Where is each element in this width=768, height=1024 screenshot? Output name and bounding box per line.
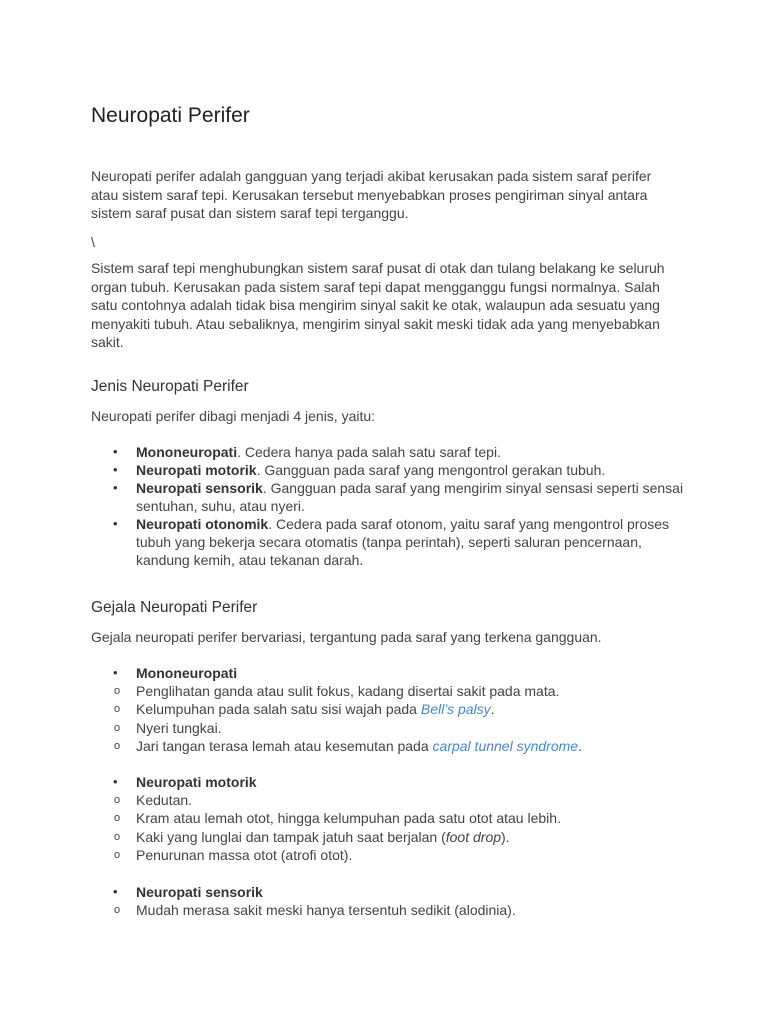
section-heading-jenis: Jenis Neuropati Perifer <box>91 378 249 395</box>
list-item-desc: . Cedera hanya pada salah satu saraf tepi. <box>237 444 501 460</box>
sublist-item: o Kram atau lemah otot, hingga kelumpuhan pada satu otot atau lebih. <box>91 809 691 827</box>
symptom-sublist <box>91 901 691 919</box>
backslash-line: \ <box>91 234 95 250</box>
list-item-term: Neuropati motorik <box>136 462 257 478</box>
nervous-system-paragraph: Sistem saraf tepi menghubungkan sistem saraf pusat di otak dan tulang belakang ke seluruh organ tubuh. Kerusakan pada sistem saraf tepi dapat mengganggu fungsi normalnya. Salah satu contohnya adalah tidak bisa mengirim sinyal sakit ke otak, walaupun ada sesuatu yang menyakiti tubuh. Atau sebaliknya, mengirim sinyal sakit meski tidak ada yang menyebabkan sakit. <box>91 260 665 350</box>
symptom-group-title: • Neuropati sensorik <box>91 883 691 901</box>
intro-paragraph: Neuropati perifer adalah gangguan yang terjadi akibat kerusakan pada sistem saraf perifer atau sistem saraf tepi. Kerusakan tersebut menyebabkan proses pengiriman sinyal antara sistem saraf pusat dan sistem saraf tepi terganggu. <box>91 168 652 221</box>
sublist-item: o Penurunan massa otot (atrofi otot). <box>91 846 691 864</box>
symptom-sublist <box>91 791 691 864</box>
list-item <box>91 515 691 569</box>
foot-drop-term: foot drop <box>445 828 502 845</box>
list-item-term: Neuropati otonomik <box>136 516 269 532</box>
list-item-desc: . Gangguan pada saraf yang mengontrol gerakan tubuh. <box>256 462 606 478</box>
list-item <box>91 443 691 461</box>
symptom-group-sensorik <box>91 883 691 919</box>
list-item-desc: . Gangguan pada saraf yang mengirim sinyal sensasi seperti sensai sentuhan, suhu, atau nyeri. <box>136 480 684 514</box>
bells-palsy-link[interactable]: Bell’s palsy <box>420 701 491 718</box>
gejala-intro: Gejala neuropati perifer bervariasi, tergantung pada saraf yang terkena gangguan. <box>91 629 602 645</box>
symptom-group-title: • Mononeuropati <box>91 664 691 682</box>
carpal-tunnel-link[interactable]: carpal tunnel syndrome <box>432 737 579 754</box>
symptom-group-title: • Neuropati motorik <box>91 773 691 791</box>
list-item-term: Mononeuropati <box>136 444 238 460</box>
sublist-item: o Penglihatan ganda atau sulit fokus, kadang disertai sakit pada mata. <box>91 682 691 700</box>
symptom-sublist <box>91 682 691 755</box>
list-item-desc: . Cedera pada saraf otonom, yaitu saraf yang mengontrol proses tubuh yang bekerja secara otomatis (tanpa perintah), seperti saluran pencernaan, kandung kemih, atau tekanan darah. <box>136 516 670 568</box>
list-item <box>91 479 691 515</box>
sublist-item: o Jari tangan terasa lemah atau kesemutan pada carpal tunnel syndrome. <box>91 737 691 755</box>
page-title: Neuropati Perifer <box>91 104 250 127</box>
sublist-item: o Kaki yang lunglai dan tampak jatuh saat berjalan (foot drop). <box>91 828 691 846</box>
sublist-item: o Kelumpuhan pada salah satu sisi wajah pada Bell’s palsy. <box>91 700 691 718</box>
section-heading-gejala: Gejala Neuropati Perifer <box>91 599 258 616</box>
symptom-group-mononeuropati <box>91 664 691 755</box>
jenis-list <box>91 443 691 569</box>
sublist-item: o Kedutan. <box>91 791 691 809</box>
symptom-group-motorik <box>91 773 691 864</box>
list-item-term: Neuropati sensorik <box>136 480 263 496</box>
jenis-intro: Neuropati perifer dibagi menjadi 4 jenis, yaitu: <box>91 408 376 424</box>
sublist-item: o Nyeri tungkai. <box>91 719 691 737</box>
sublist-item: o Mudah merasa sakit meski hanya tersentuh sedikit (alodinia). <box>91 901 691 919</box>
list-item <box>91 461 691 479</box>
